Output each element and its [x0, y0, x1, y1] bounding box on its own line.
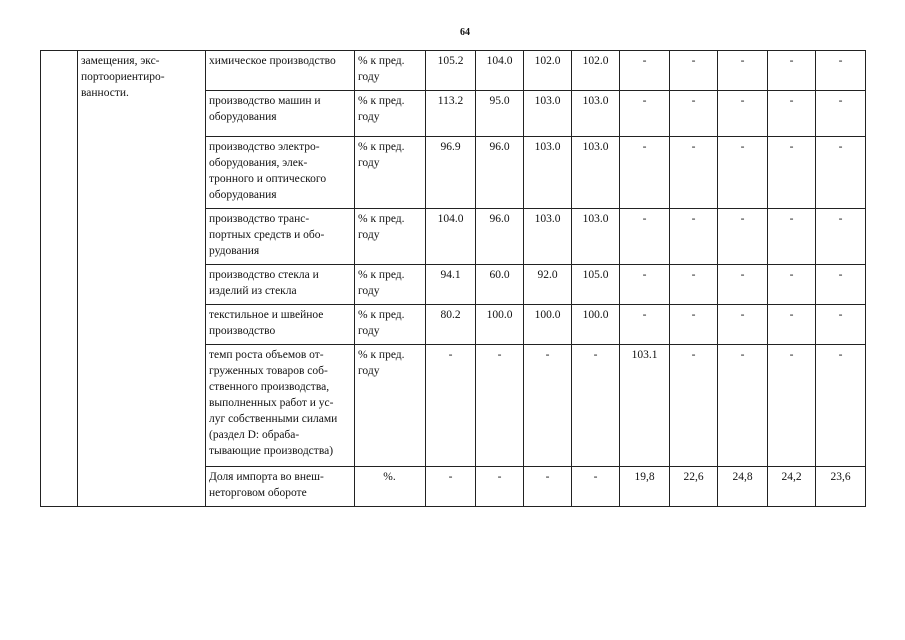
indicator-cell: производство электро- оборудования, элек- тронного и оптического оборудования: [206, 137, 355, 209]
indicator-cell: химическое производство: [206, 51, 355, 91]
value-cell: 60.0: [476, 265, 524, 305]
value-cell: -: [768, 345, 816, 467]
unit-cell: % к пред. году: [355, 51, 426, 91]
value-cell: -: [816, 345, 866, 467]
indicator-cell: темп роста объемов от- груженных товаров соб- ственного производства, выполненных работ и ус- луг собственными силами (раздел D: обраба- тывающие производства): [206, 345, 355, 467]
value-cell: -: [718, 51, 768, 91]
value-cell: -: [718, 305, 768, 345]
value-cell: 96.9: [426, 137, 476, 209]
value-cell: 102.0: [524, 51, 572, 91]
value-cell: -: [718, 265, 768, 305]
row-number-cell: [41, 51, 78, 507]
value-cell: -: [524, 467, 572, 507]
indicator-cell: производство транс- портных средств и обо- рудования: [206, 209, 355, 265]
value-cell: -: [620, 137, 670, 209]
value-cell: -: [426, 345, 476, 467]
unit-cell: % к пред. году: [355, 345, 426, 467]
value-cell: 94.1: [426, 265, 476, 305]
value-cell: -: [816, 137, 866, 209]
value-cell: 105.2: [426, 51, 476, 91]
value-cell: -: [572, 345, 620, 467]
value-cell: -: [670, 209, 718, 265]
value-cell: 95.0: [476, 91, 524, 137]
value-cell: -: [670, 51, 718, 91]
value-cell: -: [718, 137, 768, 209]
value-cell: -: [768, 51, 816, 91]
value-cell: 96.0: [476, 137, 524, 209]
value-cell: -: [670, 305, 718, 345]
value-cell: 113.2: [426, 91, 476, 137]
value-cell: -: [426, 467, 476, 507]
value-cell: 23,6: [816, 467, 866, 507]
value-cell: 102.0: [572, 51, 620, 91]
value-cell: -: [768, 137, 816, 209]
value-cell: -: [670, 345, 718, 467]
unit-cell: % к пред. году: [355, 91, 426, 137]
unit-cell: %.: [355, 467, 426, 507]
value-cell: 96.0: [476, 209, 524, 265]
value-cell: 103.0: [524, 137, 572, 209]
value-cell: -: [768, 305, 816, 345]
value-cell: -: [768, 209, 816, 265]
unit-cell: % к пред. году: [355, 209, 426, 265]
page-number: 64: [460, 27, 470, 38]
value-cell: -: [718, 209, 768, 265]
value-cell: 103.0: [572, 209, 620, 265]
group-label-cell: замещения, экс- портоориентиро- ванности.: [78, 51, 206, 507]
value-cell: 103.1: [620, 345, 670, 467]
unit-cell: % к пред. году: [355, 137, 426, 209]
value-cell: 100.0: [572, 305, 620, 345]
value-cell: 104.0: [476, 51, 524, 91]
value-cell: -: [816, 91, 866, 137]
indicator-cell: производство машин и оборудования: [206, 91, 355, 137]
value-cell: 24,8: [718, 467, 768, 507]
unit-cell: % к пред. году: [355, 305, 426, 345]
unit-cell: % к пред. году: [355, 265, 426, 305]
value-cell: -: [816, 51, 866, 91]
value-cell: 100.0: [524, 305, 572, 345]
value-cell: 103.0: [572, 91, 620, 137]
value-cell: 104.0: [426, 209, 476, 265]
value-cell: -: [670, 91, 718, 137]
value-cell: -: [524, 345, 572, 467]
table-body: [41, 51, 866, 507]
indicator-cell: текстильное и швейное производство: [206, 305, 355, 345]
value-cell: -: [620, 305, 670, 345]
value-cell: -: [620, 91, 670, 137]
value-cell: -: [816, 305, 866, 345]
indicator-cell: производство стекла и изделий из стекла: [206, 265, 355, 305]
value-cell: 103.0: [524, 91, 572, 137]
value-cell: 105.0: [572, 265, 620, 305]
value-cell: -: [572, 467, 620, 507]
value-cell: -: [670, 265, 718, 305]
value-cell: -: [620, 209, 670, 265]
value-cell: -: [768, 265, 816, 305]
value-cell: 80.2: [426, 305, 476, 345]
value-cell: -: [476, 345, 524, 467]
value-cell: -: [816, 209, 866, 265]
table-row: [41, 51, 866, 91]
value-cell: 19,8: [620, 467, 670, 507]
value-cell: 100.0: [476, 305, 524, 345]
value-cell: -: [620, 265, 670, 305]
value-cell: -: [670, 137, 718, 209]
value-cell: 103.0: [524, 209, 572, 265]
value-cell: 22,6: [670, 467, 718, 507]
indicator-cell: Доля импорта во внеш- неторговом обороте: [206, 467, 355, 507]
value-cell: 103.0: [572, 137, 620, 209]
value-cell: -: [718, 91, 768, 137]
value-cell: -: [768, 91, 816, 137]
value-cell: 92.0: [524, 265, 572, 305]
indicators-table: [40, 50, 866, 507]
value-cell: -: [620, 51, 670, 91]
value-cell: -: [476, 467, 524, 507]
value-cell: -: [816, 265, 866, 305]
value-cell: -: [718, 345, 768, 467]
value-cell: 24,2: [768, 467, 816, 507]
